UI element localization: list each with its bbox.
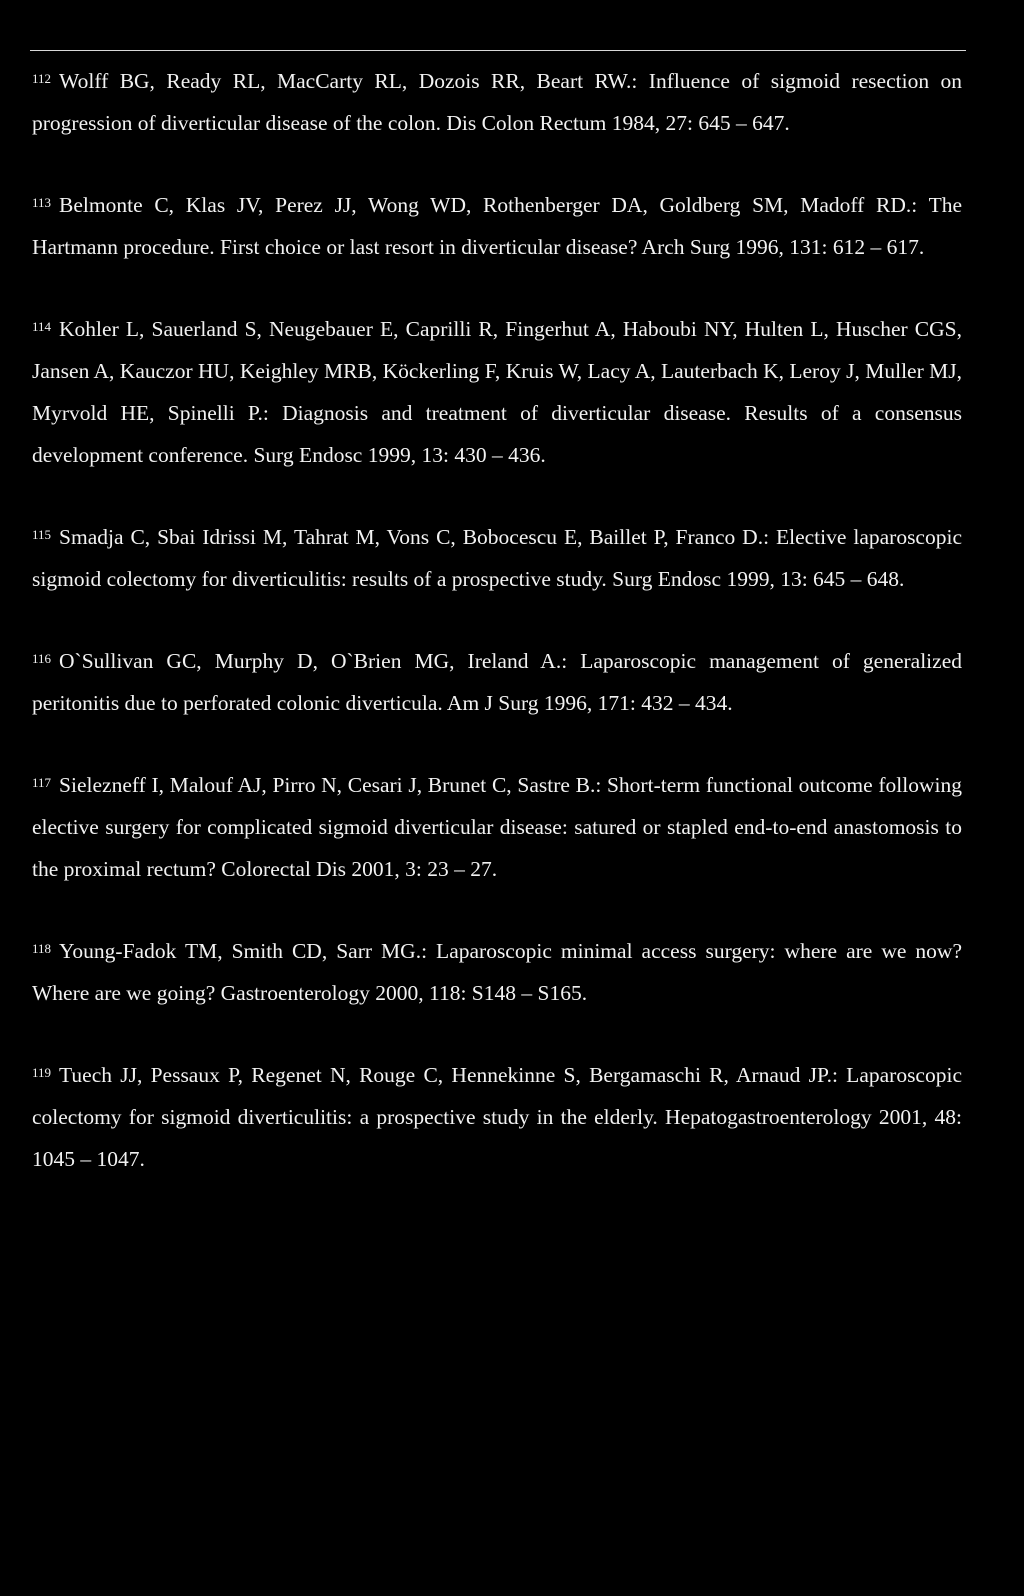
reference-number: 116 xyxy=(32,651,52,666)
reference-112 xyxy=(32,60,962,144)
reference-114 xyxy=(32,308,962,476)
reference-number: 118 xyxy=(32,941,52,956)
reference-text: Young-Fadok TM, Smith CD, Sarr MG.: Laparoscopic minimal access surgery: where are we now? Where are we going? Gastroenterology 2000, 118: S148 – S165. xyxy=(32,939,962,1005)
reference-text: Belmonte C, Klas JV, Perez JJ, Wong WD, Rothenberger DA, Goldberg SM, Madoff RD.: The Hartmann procedure. First choice or last resort in diverticular disease? Arch Surg 1996, 131: 612 – 617. xyxy=(32,193,962,259)
reference-number: 117 xyxy=(32,775,52,790)
reference-text: Smadja C, Sbai Idrissi M, Tahrat M, Vons C, Bobocescu E, Baillet P, Franco D.: Elective laparoscopic sigmoid colectomy for diverticulitis: results of a prospective study. Surg Endosc 1999, 13: 645 – 648. xyxy=(32,525,962,591)
reference-number: 119 xyxy=(32,1065,52,1080)
reference-number: 113 xyxy=(32,195,52,210)
reference-text: Tuech JJ, Pessaux P, Regenet N, Rouge C, Hennekinne S, Bergamaschi R, Arnaud JP.: Laparoscopic colectomy for sigmoid diverticulitis: a prospective study in the elderly. Hepatogastroenterology 2001, 48: 1045 – 1047. xyxy=(32,1063,962,1171)
reference-number: 114 xyxy=(32,319,52,334)
reference-number: 115 xyxy=(32,527,52,542)
reference-115 xyxy=(32,516,962,600)
top-divider xyxy=(30,50,966,51)
reference-116 xyxy=(32,640,962,724)
reference-117 xyxy=(32,764,962,890)
reference-text: Kohler L, Sauerland S, Neugebauer E, Caprilli R, Fingerhut A, Haboubi NY, Hulten L, Huscher CGS, Jansen A, Kauczor HU, Keighley MRB, Köckerling F, Kruis W, Lacy A, Lauterbach K, Leroy J, Muller MJ, Myrvold HE, Spinelli P.: Diagnosis and treatment of diverticular disease. Results of a consensus development conference. Surg Endosc 1999, 13: 430 – 436. xyxy=(32,317,962,467)
reference-list xyxy=(32,60,962,1220)
reference-118 xyxy=(32,930,962,1014)
reference-number: 112 xyxy=(32,71,52,86)
reference-113 xyxy=(32,184,962,268)
reference-text: O`Sullivan GC, Murphy D, O`Brien MG, Ireland A.: Laparoscopic management of generalized peritonitis due to perforated colonic diverticula. Am J Surg 1996, 171: 432 – 434. xyxy=(32,649,962,715)
reference-119 xyxy=(32,1054,962,1180)
reference-text: Sielezneff I, Malouf AJ, Pirro N, Cesari J, Brunet C, Sastre B.: Short-term functional outcome following elective surgery for complicated sigmoid diverticular disease: satured or stapled end-to-end anastomosis to the proximal rectum? Colorectal Dis 2001, 3: 23 – 27. xyxy=(32,773,962,881)
reference-text: Wolff BG, Ready RL, MacCarty RL, Dozois RR, Beart RW.: Influence of sigmoid resection on progression of diverticular disease of the colon. Dis Colon Rectum 1984, 27: 645 – 647. xyxy=(32,69,962,135)
